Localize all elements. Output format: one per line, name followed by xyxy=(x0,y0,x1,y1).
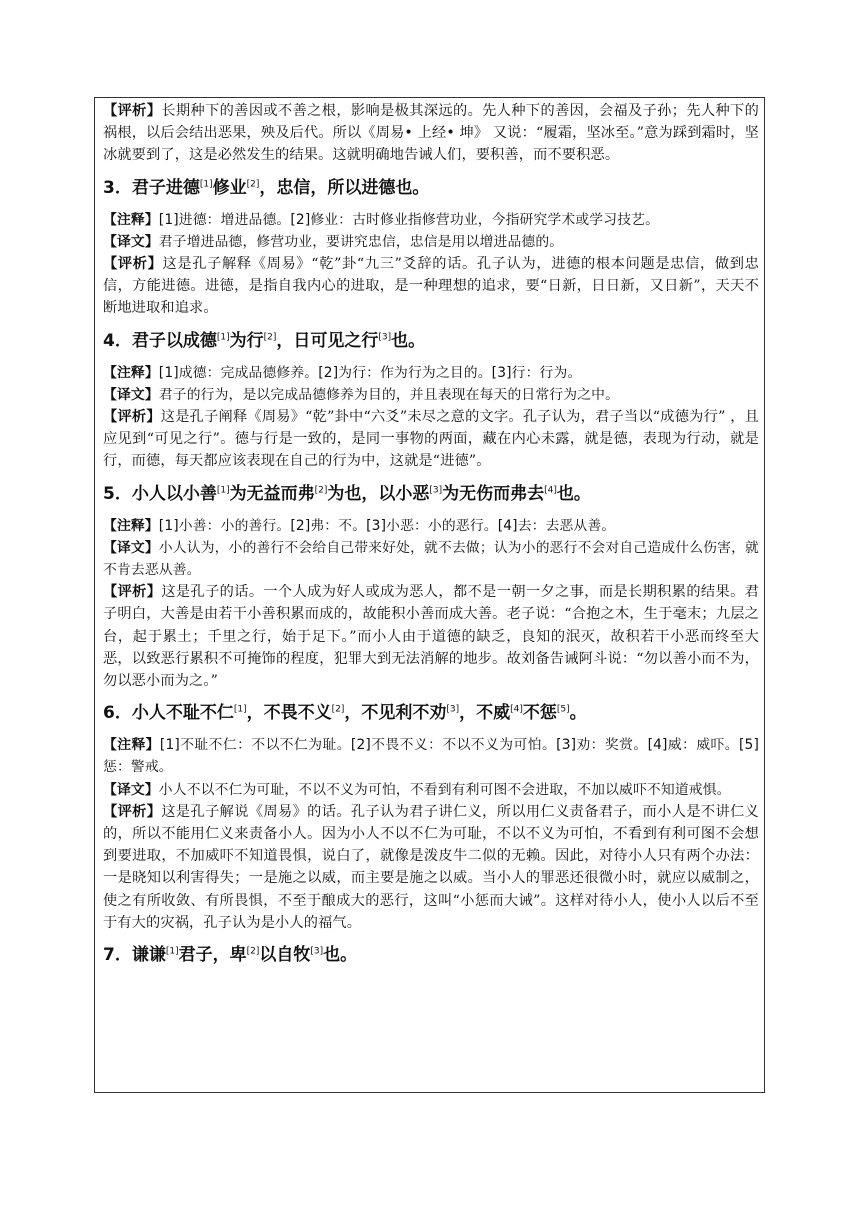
note-4: 【注释】[1]成德：完成品德修养。[2]为行：作为行为之目的。[3]行：行为。 xyxy=(103,364,582,381)
heading-3: 3．君子进德[1]修业[2]，忠信，所以进德也。 xyxy=(103,177,430,198)
commentary-3: 【评析】这是孔子解释《周易》“乾”卦“九三”爻辞的话。孔子认为，进德的根本问题是忠信，做到忠信，方能进德。进德，是指自我内心的进取，是一种理想的追求，要“日新，日日新，又日新”，天天不断地进取和追求。 xyxy=(103,256,759,317)
commentary-5: 【评析】这是孔子的话。一个人成为好人或成为恶人，都不是一朝一夕之事，而是长期积累的结果。君子明白，大善是由若干小善积累而成的，故能积小善而成大善。老子说：“合抱之木，生于毫末；九层之台，起于累土；千里之行，始于足下。”而小人由于道德的缺乏，良知的泯灭，故积若干小恶而终至大恶，以致恶行累积不可掩饰的程度，犯罪大到无法消解的地步。故刘备告诫阿斗说：“勿以善小而不为，勿以恶小而为之。” xyxy=(103,584,759,690)
heading-6: 6．小人不耻不仁[1]，不畏不义[2]，不见利不劝[3]，不威[4]不惩[5]。 xyxy=(103,703,587,724)
heading-7: 7．谦谦[1]君子，卑[2]以自牧[3]也。 xyxy=(103,945,358,966)
commentary-4: 【评析】这是孔子阐释《周易》“乾”卦中“六爻”未尽之意的文字。孔子认为，君子当以“成德为行” ，且应见到“可见之行”。德与行是一致的，是同一事物的两面，藏在内心未露，就是德，表现为行动，就是行，而德，每天都应该表现在自己的行为中，这就是“进德”。 xyxy=(103,409,760,470)
translation-4: 【译文】君子的行为，是以完成品德修养为目的，并且表现在每天的日常行为之中。 xyxy=(103,386,620,403)
heading-4: 4．君子以成德[1]为行[2]，日可见之行[3]也。 xyxy=(103,330,426,351)
translation-6: 【译文】小人不以不仁为可耻，不以不义为可怕，不看到有利可图不会进取，不加以威吓不知道戒惧。 xyxy=(103,781,731,798)
commentary-6: 【评析】这是孔子解说《周易》的话。孔子认为君子讲仁义，所以用仁义责备君子，而小人是不讲仁义的，所以不能用仁义来责备小人。因为小人不以不仁为可耻，不以不义为可怕，不看到有利可图不会想到要进取，不加威吓不知道畏惧，说白了，就像是泼皮牛二似的无赖。因此，对待小人只有两个办法：一是晓知以利害得失；一是施之以威，而主要是施之以威。当小人的罪恶还很微小时，就应以威制之，使之有所收敛、有所畏惧，不至于酿成大的恶行，这叫“小惩而大诫”。这样对待小人，使小人以后不至于有大的灾祸，孔子认为是小人的福气。 xyxy=(103,803,759,931)
translation-3: 【译文】君子增进品德，修营功业，要讲究忠信，忠信是用以增进品德的。 xyxy=(103,233,564,250)
translation-5: 【译文】小人认为，小的善行不会给自己带来好处，就不去做；认为小的恶行不会对自己造成什么伤害，就不肯去恶从善。 xyxy=(103,539,759,579)
note-3: 【注释】[1]进德：增进品德。[2]修业：古时修业指修营功业，今指研究学术或学习技艺。 xyxy=(103,211,660,228)
commentary-2 xyxy=(103,100,759,167)
commentary-text: 长期种下的善因或不善之根，影响是极其深远的。先人种下的善因，会福及子孙；先人种下的祸根，以后会结出恶果，殃及后代。所以《周易• 上经• 坤》 又说：“履霜，坚冰至。”意为踩到霜时，坚冰就要到了，这是必然发生的结果。这就明确地告诫人们，要积善，而不要积恶。 xyxy=(103,103,759,164)
document-body xyxy=(103,100,759,976)
note-5: 【注释】[1]小善：小的善行。[2]弗：不。[3]小恶：小的恶行。[4]去：去恶从善。 xyxy=(103,517,616,534)
commentary-label: 【评析】 xyxy=(103,103,162,119)
note-6: 【注释】[1]不耻不仁：不以不仁为耻。[2]不畏不义：不以不义为可怕。[3]劝：奖赏。[4]威：威吓。[5]惩：警戒。 xyxy=(103,737,759,776)
heading-5: 5．小人以小善[1]为无益而弗[2]为也，以小恶[3]为无伤而弗去[4]也。 xyxy=(103,483,591,504)
